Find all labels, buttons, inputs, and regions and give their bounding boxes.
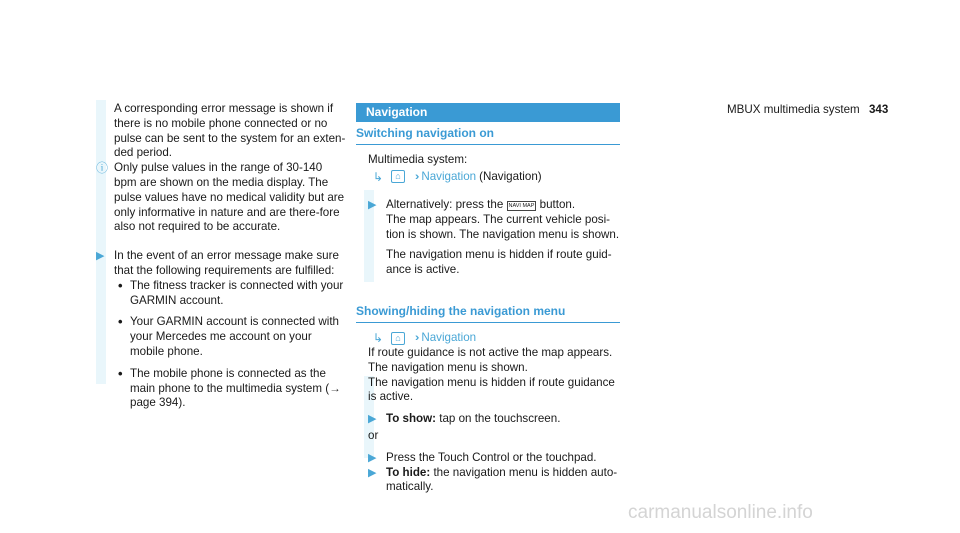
text-route-active: The navigation menu is hidden if route guidance is active. — [368, 375, 615, 404]
step-arrow-icon: ▶ — [368, 413, 377, 426]
bullet-icon: • — [118, 277, 123, 293]
chevron-icon: ›› — [415, 332, 417, 345]
list-item: • The fitness tracker is connected with your GARMIN account. — [118, 277, 344, 307]
or-text: or — [368, 428, 379, 442]
info-text: Only pulse values in the range of 30-140 bpm are shown on the media display. The pulse values have no medical validity but are only informative in nature and are there-fore also not required to be accurate. — [114, 161, 345, 234]
hide-text: the navigation menu is hidden auto-matically. — [386, 465, 618, 494]
navigation-link[interactable]: Navigation — [421, 169, 477, 183]
step-arrow-icon: ▶ — [368, 466, 377, 479]
step-note: The navigation menu is hidden if route guid-ance is active. — [386, 247, 612, 276]
list-item: • The mobile phone is connected as the main phone to the multimedia system (→ page 394). — [118, 365, 341, 410]
step-alternative — [356, 198, 620, 277]
bullet-icon: • — [118, 314, 123, 330]
info-circle-icon: ⓘ — [96, 161, 109, 176]
note-error-message: A corresponding error message is shown if there is no mobile phone connected or no pulse can be sent to the system for an exten-ded period. — [114, 102, 346, 160]
press-text: Press the Touch Control or the touchpad. — [386, 450, 597, 464]
step-arrow-icon: ▶ — [368, 199, 377, 212]
bullet-icon: • — [118, 365, 123, 381]
home-icon: ⌂ — [391, 170, 405, 183]
menu-path — [368, 170, 620, 185]
menu-path — [368, 331, 620, 346]
section-title: Navigation — [356, 103, 620, 122]
info-note — [96, 161, 346, 235]
left-column — [96, 102, 346, 411]
step-result: The map appears. The current vehicle posi-tion is shown. The navigation menu is shown. — [386, 213, 620, 241]
step-arrow-icon: ▶ — [96, 250, 105, 263]
show-text: tap on the touchscreen. — [439, 412, 561, 426]
step-text: In the event of an error message make sure that the following requirements are fulfilled: — [114, 249, 339, 277]
step-suffix: button. — [539, 198, 576, 212]
subsection-title-showing: Showing/hiding the navigation menu — [356, 304, 620, 323]
home-icon: ⌂ — [391, 332, 405, 345]
step-arrow-icon: ▶ — [368, 451, 377, 464]
show-label: To show: — [386, 412, 437, 426]
step-press — [356, 451, 620, 466]
text-route-inactive: If route guidance is not active the map appears. The navigation menu is shown. — [368, 345, 613, 374]
hide-label: To hide: — [386, 465, 431, 479]
step-hide — [356, 466, 620, 496]
intro-text: Multimedia system: — [368, 152, 468, 166]
step-show — [356, 412, 620, 427]
path-hook-icon: ↳ — [373, 331, 384, 346]
middle-column — [356, 126, 620, 495]
navi-map-button-icon: NAVI MAP — [508, 203, 535, 210]
subsection-title-switching: Switching navigation on — [356, 126, 620, 145]
page-header — [727, 103, 937, 118]
watermark: carmanualsonline.info — [628, 502, 813, 523]
page-number: 343 — [868, 103, 889, 116]
step-prefix: Alternatively: press the — [386, 198, 504, 212]
list-item: • Your GARMIN account is connected with your Mercedes me account on your mobile phone. — [118, 314, 340, 358]
chevron-icon: ›› — [415, 170, 417, 183]
left-margin-bar — [96, 100, 106, 384]
step-error-check — [96, 249, 346, 279]
header-title: MBUX multimedia system — [727, 103, 860, 116]
path-suffix: (Navigation) — [479, 169, 542, 183]
navigation-link[interactable]: Navigation — [421, 331, 477, 345]
path-hook-icon: ↳ — [373, 169, 384, 184]
